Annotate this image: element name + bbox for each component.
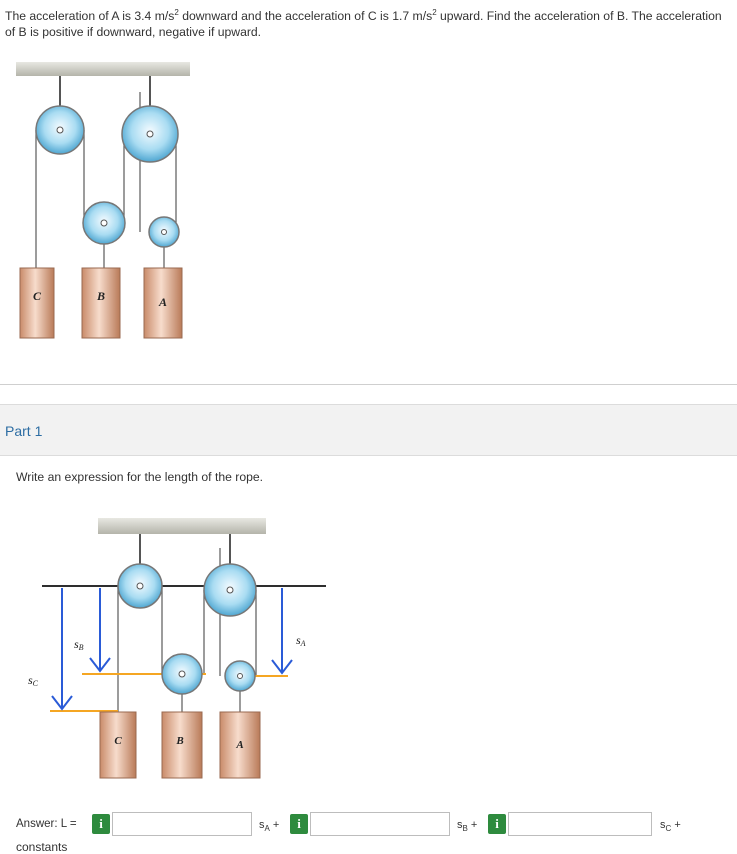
pulley-b — [83, 202, 125, 244]
problem-text-part: downward and the acceleration of C is 1.7 m/s — [178, 9, 433, 24]
arrow-sa — [272, 588, 292, 673]
part-title: Part 1 — [5, 423, 43, 439]
pulley-upper-left — [36, 106, 84, 154]
constants-label: constants — [16, 840, 68, 854]
answer-label: Answer: L = — [16, 818, 77, 830]
problem-statement — [5, 5, 733, 40]
label-sb: sB — [74, 637, 84, 652]
label-sa: sA — [296, 633, 306, 648]
answer-input-1[interactable] — [112, 812, 252, 836]
term-sa: $s_A$ + — [259, 819, 280, 834]
label-c: C — [114, 735, 122, 747]
pulley-upper-left — [118, 564, 162, 608]
ceiling — [16, 62, 190, 76]
problem-text-part: upward. Find the acceleration of B. The acceleration of B is positive if downward, negative if upward. — [5, 9, 722, 40]
unit-exponent: 2 — [174, 8, 179, 17]
block-c — [20, 268, 54, 338]
pulley-a — [149, 217, 179, 247]
problem-text-part: The acceleration of A is 3.4 m/s — [5, 9, 175, 24]
answer-input-3[interactable] — [508, 812, 652, 836]
label-b: B — [96, 289, 106, 303]
part-header[interactable] — [0, 404, 737, 456]
label-a: A — [158, 295, 168, 309]
term-sc: $s_C$ + — [660, 819, 681, 834]
arrow-sb — [90, 588, 110, 671]
answer-row — [16, 812, 736, 838]
ceiling — [98, 518, 266, 534]
info-icon[interactable]: i — [92, 814, 110, 834]
pulley-upper-right — [122, 106, 178, 162]
pulley-a — [225, 661, 255, 691]
annotated-pulley-figure — [20, 512, 330, 792]
block-b — [82, 268, 120, 338]
question-prompt: Write an expression for the length of the rope. — [16, 470, 264, 484]
term-sb: $s_B$ + — [457, 819, 478, 834]
unit-exponent: 2 — [432, 8, 437, 17]
answer-input-2[interactable] — [310, 812, 450, 836]
label-c: C — [32, 289, 42, 303]
label-b: B — [176, 735, 184, 747]
pulley-figure — [14, 56, 194, 346]
section-divider — [0, 384, 737, 385]
pulley-upper-right — [204, 564, 256, 616]
pulley-b — [162, 654, 202, 694]
info-icon[interactable]: i — [290, 814, 308, 834]
arrow-sc — [52, 588, 72, 709]
info-icon[interactable]: i — [488, 814, 506, 834]
label-a: A — [236, 739, 244, 751]
label-sc: sC — [28, 673, 39, 688]
